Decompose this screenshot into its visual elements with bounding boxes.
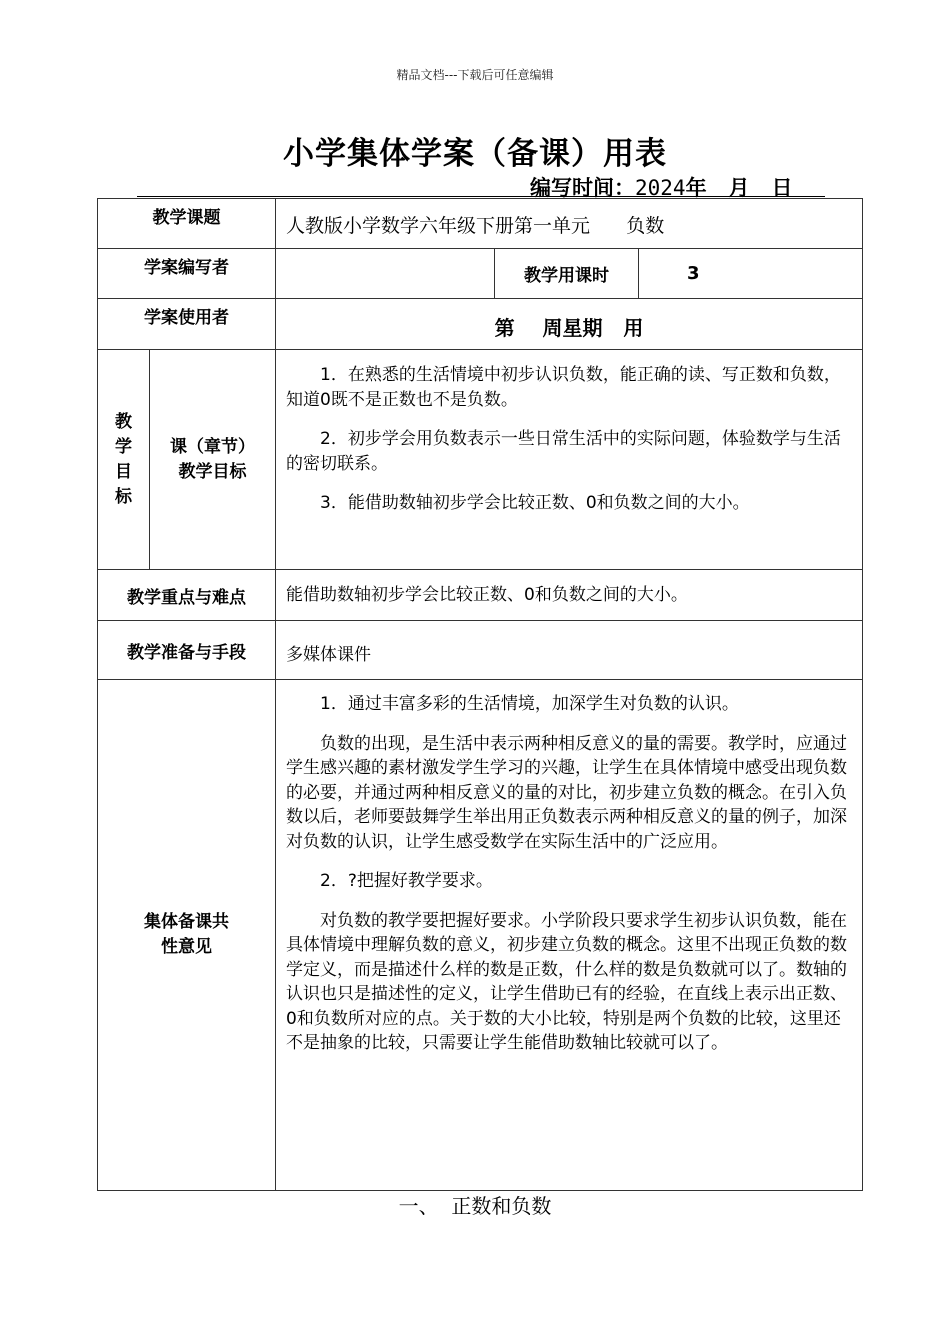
opinion-item: 1．通过丰富多彩的生活情境，加深学生对负数的认识。 — [320, 694, 739, 714]
date-label: 编写时间： — [530, 176, 635, 200]
objectives-sublabel: 课（章节）教学目标 — [150, 350, 276, 570]
date-day-unit: 日 — [771, 176, 793, 200]
opinion-label: 集体备课共性意见 — [98, 680, 276, 1191]
user-row — [98, 299, 863, 350]
user-label: 学案使用者 — [98, 299, 276, 350]
prep-label: 教学准备与手段 — [98, 621, 276, 680]
objectives-content — [276, 350, 863, 570]
topic-row — [98, 199, 863, 249]
opinion-row — [98, 680, 863, 1191]
date-year: 2024 — [635, 176, 686, 200]
objective-item: 1．在熟悉的生活情境中初步认识负数，能正确的读、写正数和负数，知道0既不是正数也不是负数。 — [286, 365, 841, 410]
section-heading: 一、 正数和负数 — [398, 1194, 552, 1218]
user-value: 第 周星期 用 — [276, 299, 863, 350]
lesson-plan-table — [97, 198, 863, 1191]
header-watermark: 精品文档---下载后可任意编辑 — [396, 68, 554, 82]
author-label: 学案编写者 — [98, 249, 276, 299]
author-value — [276, 249, 495, 299]
focus-label: 教学重点与难点 — [98, 570, 276, 621]
objectives-label: 教学目标 — [98, 350, 150, 570]
prep-text: 多媒体课件 — [286, 645, 371, 665]
prep-value — [276, 621, 863, 680]
hours-label: 教学用课时 — [495, 249, 639, 299]
hours-value: 3 — [639, 249, 863, 299]
focus-value — [276, 570, 863, 621]
prep-row — [98, 621, 863, 680]
opinion-item: 负数的出现，是生活中表示两种相反意义的量的需要。教学时，应通过学生感兴趣的素材激发学生学习的兴趣，让学生在具体情境中感受出现负数的必要，并通过两种相反意义的量的对比，初步建立负数的概念。在引入负数以后，老师要鼓舞学生举出用正负数表示两种相反意义的量的例子，加深对负数的认识，让学生感受数学在实际生活中的广泛应用。 — [286, 733, 847, 852]
opinion-content — [276, 680, 863, 1191]
objective-item: 2．初步学会用负数表示一些日常生活中的实际问题，体验数学与生活的密切联系。 — [286, 429, 841, 474]
objectives-row — [98, 350, 863, 570]
author-row — [98, 249, 863, 299]
date-month-unit: 月 — [728, 176, 750, 200]
opinion-item: 对负数的教学要把握好要求。小学阶段只要求学生初步认识负数，能在具体情境中理解负数的意义，初步建立负数的概念。这里不出现正负数的数学定义，而是描述什么样的数是正数，什么样的数是负数就可以了。数轴的认识也只是描述性的定义，让学生借助已有的经验，在直线上表示出正数、0和负数所对应的点。关于数的大小比较，特别是两个负数的比较，这里还不是抽象的比较，只需要让学生能借助数轴比较就可以了。 — [286, 910, 847, 1053]
date-year-unit: 年 — [685, 176, 707, 200]
page-title: 小学集体学案（备课）用表 — [283, 136, 667, 172]
opinion-item: 2．?把握好教学要求。 — [320, 871, 493, 891]
objective-item: 3．能借助数轴初步学会比较正数、0和负数之间的大小。 — [320, 493, 750, 513]
topic-label: 教学课题 — [98, 199, 276, 249]
topic-value: 人教版小学数学六年级下册第一单元 负数 — [276, 199, 863, 249]
focus-text: 能借助数轴初步学会比较正数、0和负数之间的大小。 — [286, 585, 688, 605]
focus-row — [98, 570, 863, 621]
